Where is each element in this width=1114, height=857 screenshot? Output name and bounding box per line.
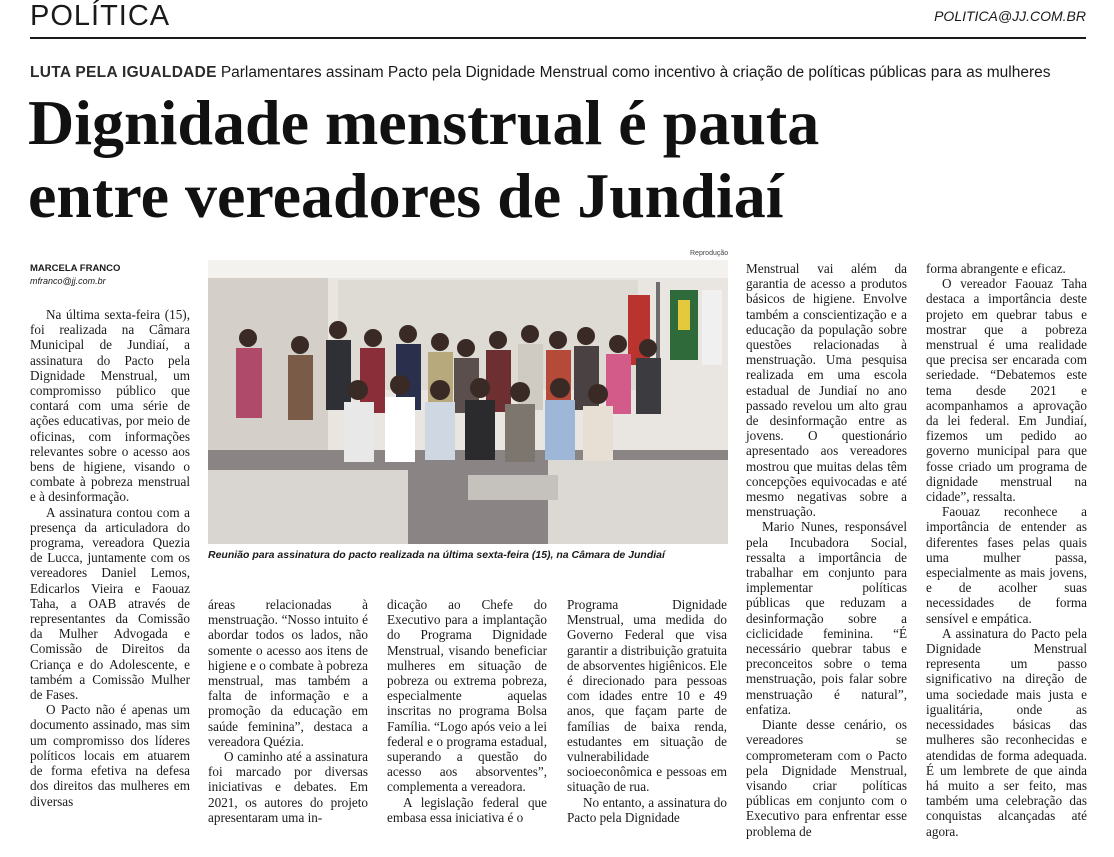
author-name: MARCELA FRANCO: [30, 263, 121, 274]
kicker-subtitle: Parlamentares assinam Pacto pela Dignidade Menstrual como incentivo à criação de políticas públicas para as mulheres: [220, 64, 1051, 81]
article-column-2: [208, 597, 368, 825]
photo-credit: Reprodução: [690, 250, 729, 257]
article-column-3: [387, 597, 547, 825]
byline: [30, 263, 120, 286]
paragraph: A assinatura contou com a presença da articuladora do programa, vereadora Quezia de Lucca, juntamente com os vereadores Daniel Lemos, Edicarlos Vieira e Faouaz Taha, a OAB através de representantes da Comissão da Mulher Advogada e Comissão de Direitos da Criança e do Adolescente, e também a Comissão Mulher de Fases.: [30, 504, 190, 703]
article-column-1: [30, 307, 190, 809]
paragraph: A assinatura do Pacto pela Dignidade Menstrual representa um passo significativo na direção de uma sociedade mais justa e igualitária, onde as necessidades básicas das mulheres são reconhecidas e atendidas de forma adequada. É um lembrete de que ainda há muito a ser feito, mas também uma celebração das conquistas alcançadas até agora.: [926, 625, 1087, 839]
headline-line-1: Dignidade menstrual é pauta: [28, 87, 820, 158]
photo-caption: Reunião para assinatura do pacto realizada na última sexta-feira (15), na Câmara de Jundiaí: [208, 549, 665, 561]
paragraph: dicação ao Chefe do Executivo para a implantação do Programa Dignidade Menstrual, visando beneficiar mulheres em situação de pobreza ou extrema pobreza, especialmente aquelas inscritas no programa Bolsa Família. “Logo após veio a lei federal e o programa estadual, superando a questão do acesso aos absorventes”, complementa a vereadora.: [387, 597, 547, 795]
article-column-6: [926, 261, 1087, 839]
author-email[interactable]: mfranco@jj.com.br: [30, 276, 106, 286]
kicker-tag: LUTA PELA IGUALDADE: [30, 64, 217, 81]
headline-line-2: entre vereadores de Jundiaí: [28, 160, 784, 231]
paragraph: O Pacto não é apenas um documento assinado, mas sim um compromisso dos líderes políticos locais em atuarem de forma efetiva na defesa dos direitos das mulheres em diversas: [30, 702, 190, 809]
article-column-4: [567, 597, 727, 825]
paragraph: Programa Dignidade Menstrual, uma medida do Governo Federal que visa garantir a distribuição gratuita de absorventes higiênicos. Ele é direcionado para pessoas com idades entre 10 e 49 anos, que façam parte de famílias de baixa renda, estudantes em situação de vulnerabilidade socioeconômica e pessoas em situação de rua.: [567, 597, 727, 795]
paragraph: Menstrual vai além da garantia de acesso a produtos básicos de higiene. Envolve também a conscientização e a educação da população sobre questões relacionadas à menstruação. Uma pesquisa realizada em uma escola estadual de Jundiaí no ano passado revelou um alto grau de desinformação entre as jovens. O questionário apresentado aos vereadores mostrou que muitas delas têm concepções equivocadas e até mesmo negativas sobre a menstruação.: [746, 261, 907, 520]
paragraph: Na última sexta-feira (15), foi realizada na Câmara Municipal de Jundiaí, a assinatura do Pacto pela Dignidade Menstrual, um compromisso público que contará com uma série de ações educativas, por meio de oficinas, com informações relevantes sobre o acesso aos bens de higiene, visando o combate à pobreza menstrual e à desinformação.: [30, 307, 190, 505]
paragraph: áreas relacionadas à menstruação. “Nosso intuito é abordar todos os lados, não somente o acesso aos itens de higiene e o combate à pobreza menstrual, mas também a falta de informação e a promoção da educação em saúde feminina”, destaca a vereadora Quézia.: [208, 597, 369, 749]
paragraph: Faouaz reconhece a importância de entender as diferentes fases pelas quais uma mulher passa, especialmente as mais jovens, e de acolher suas necessidades de forma sensível e empática.: [926, 504, 1087, 626]
header-divider: [30, 37, 1086, 39]
paragraph: A legislação federal que embasa essa iniciativa é o: [387, 794, 547, 825]
article-photo: [208, 260, 728, 544]
headline: [28, 86, 1028, 232]
paragraph: O vereador Faouaz Taha destaca a importância deste projeto em quebrar tabus e mostrar que a pobreza menstrual é uma realidade que precisa ser encarada com seriedade. “Debatemos este tema desde 2021 e acompanhamos a aprovação da lei federal. Em Jundiaí, fizemos um pedido ao governo municipal para que fosse criado um programa de dignidade menstrual na cidade”, ressalta.: [926, 276, 1087, 505]
section-email[interactable]: POLITICA@JJ.COM.BR: [934, 8, 1086, 24]
paragraph: Diante desse cenário, os vereadores se comprometeram com o Pacto pela Dignidade Menstrual, visando criar políticas públicas em conjunto com o Executivo para enfrentar esse problema de: [746, 717, 907, 839]
paragraph: No entanto, a assinatura do Pacto pela Dignidade: [567, 794, 727, 825]
group-photo-illustration: [208, 260, 728, 544]
paragraph: Mario Nunes, responsável pela Incubadora Social, ressalta a importância de trabalhar em conjunto para implementar políticas públicas que reduzam a desinformação sobre a ciclicidade feminina. “É necessário quebrar tabus e preconceitos sobre o tema menstruação, pois falar sobre menstruação é natural”, enfatiza.: [746, 519, 907, 717]
section-title: POLÍTICA: [30, 0, 171, 32]
paragraph: O caminho até a assinatura foi marcado por diversas iniciativas e debates. Em 2021, os autores do projeto apresentaram uma in-: [208, 749, 368, 825]
article-column-5: [746, 261, 907, 839]
kicker: [30, 64, 1051, 82]
paragraph: forma abrangente e eficaz.: [926, 261, 1066, 276]
